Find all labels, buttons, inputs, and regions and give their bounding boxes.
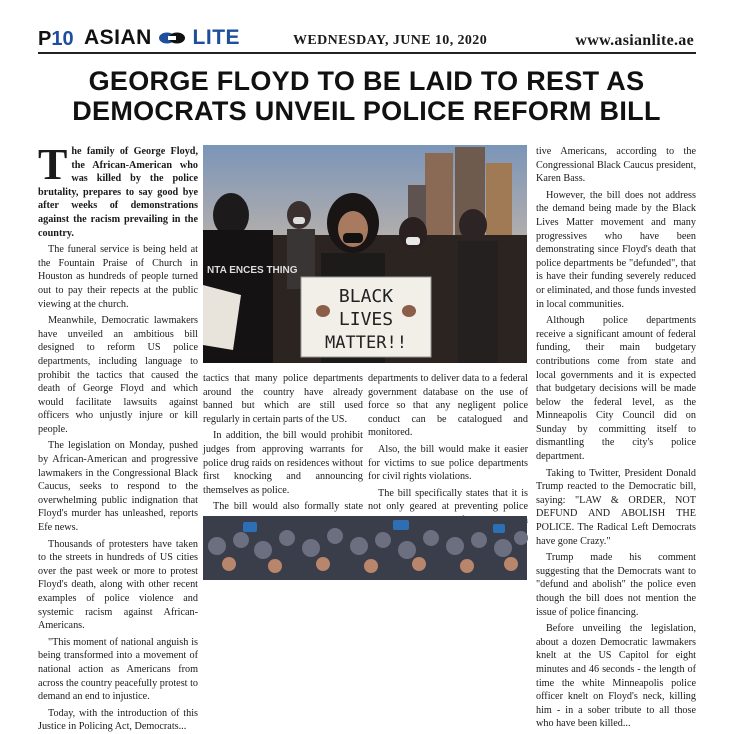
paragraph: Taking to Twitter, President Donald Trump reacted to the Democratic bill, saying: "LAW & ORDER, NOT DEFUND AND ABOLISH THE POLICE. The Radical Left Democrats have gone Crazy." <box>536 467 696 547</box>
sign-line-1: BLACK <box>338 286 394 307</box>
masthead <box>38 26 696 52</box>
masthead-divider <box>38 52 696 54</box>
article-column-4 <box>536 145 696 730</box>
paragraph: Thousands of protesters have taken to the streets in hundreds of US cities over the past week or more to protest Floyd's death, along with other recent examples of police violence and systemic racism against African-Americans. <box>38 538 198 632</box>
paragraph: Trump made his comment suggesting that the Democrats want to "defund and abolish" the police even though the bill does not mention the issue of police financing. <box>536 552 696 618</box>
sign-line-3: MATTER!! <box>325 333 407 353</box>
article-column-2 <box>203 372 363 512</box>
shirt-text: NTA ENCES THING <box>207 265 298 276</box>
protest-photo <box>203 145 527 363</box>
website-link[interactable]: www.asianlite.ae <box>575 32 694 49</box>
paragraph: tactics that many police departments around the country have already banned but which are still used regularly in certain parts of the US. <box>203 373 363 425</box>
article-column-1 <box>38 140 198 733</box>
paragraph: The bill would also formally state <box>213 501 363 513</box>
paragraph: Today, with the introduction of this Justice in Policing Act, Democrats... <box>38 707 198 733</box>
paragraph: The funeral service is being held at the Fountain Praise of Church in Houston as hundreds of people turned out to pay their repects at the public viewing at the church. <box>38 244 198 310</box>
paragraph: "This moment of national anguish is being transformed into a movement of national action as Americans from across the country peacefully protest to demand an end to injustice. <box>38 636 198 703</box>
brand-logo: ASIAN LITE <box>84 26 241 49</box>
paragraph: However, the bill does not address the demand being made by the Black Lives Matter movement and many progressives who have been demonstrating since Floyd's death that police departments be "defunded", that is have their funding severely reduced or eliminated, and those funds invested in local communities. <box>536 189 696 310</box>
article-lead: The family of George Floyd, the African-American who was killed by the police brutality, prepares to say good bye after weeks of demonstrations against the racism prevailing in the country. <box>38 140 198 239</box>
issue-date: WEDNESDAY, JUNE 10, 2020 <box>293 33 488 48</box>
paragraph: Meanwhile, Democratic lawmakers have unveiled an ambitious bill designed to reform US police departments, including language to prohibit the tactics that caused the death of George Floyd and which would facilitate lawsuits against officers who unjustly injure or kill people. <box>38 315 198 435</box>
paragraph: Also, the bill would make it easier for victims to sue police departments for civil rights violations. <box>368 443 528 483</box>
crowd-photo <box>203 516 527 580</box>
drop-cap: T <box>38 140 68 189</box>
paragraph: departments to deliver data to a federal government database on the use of force so that any negligent police conduct can be catalogued and monitored. <box>368 373 528 439</box>
paragraph: The bill specifically states that it is not only geared at preventing police <box>368 487 528 513</box>
paragraph: In addition, the bill would prohibit judges from approving warrants for police drug raids on residences without first knocking and announcing themselves as police. <box>203 430 363 496</box>
secondary-photo <box>203 516 527 580</box>
headline: GEORGE FLOYD TO BE LAID TO REST AS DEMOCRATS UNVEIL POLICE REFORM BILL <box>72 66 661 126</box>
paragraph: Before unveiling the legislation, about a dozen Democratic lawmakers knelt at the US Capitol for eight minutes and 46 seconds - the length of time the white Minneapolis police officer knelt on Floyd's neck, killing him - in a sober tribute to all those who have been killed... <box>536 623 696 730</box>
handshake-icon <box>158 31 186 45</box>
page-number: P10 <box>38 28 74 50</box>
paragraph: The legislation on Monday, pushed by African-American and progressive lawmakers in the Congressional Black Caucus, seeks to respond to the overwhelming public indignation that Floyd's murder has unleashed, reports Efe news. <box>38 440 198 534</box>
article-column-3 <box>368 372 528 512</box>
main-photo <box>203 145 527 363</box>
paragraph: tive Americans, according to the Congressional Black Caucus president, Karen Bass. <box>536 146 696 185</box>
paragraph: Although police departments receive a significant amount of federal funding, their main budgetary contributions come from state and local governments and it is expected that budgetary decisions will be made below the federal level, as the Minneapolis City Council did on Sunday by committing itself to dismantling the city's police department. <box>536 315 696 463</box>
sign-line-2: LIVES <box>338 309 394 330</box>
